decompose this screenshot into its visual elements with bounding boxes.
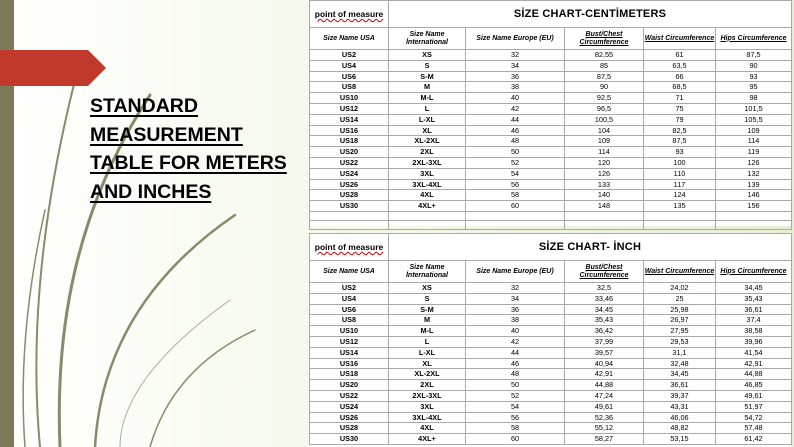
table-row (310, 190, 792, 201)
cell-bust: 114 (565, 147, 644, 158)
table-row (310, 358, 792, 369)
table-row (310, 412, 792, 423)
cell-hips: 35,43 (716, 293, 792, 304)
table-row (310, 283, 792, 294)
cell-hips: 109 (716, 125, 792, 136)
cell-hips: 44,88 (716, 369, 792, 380)
table-row (310, 60, 792, 71)
cell-waist: 34,45 (644, 369, 716, 380)
header-size-usa: Size Name USA (310, 261, 389, 283)
cell-hips: 36,61 (716, 304, 792, 315)
cell-size-usa: US10 (310, 326, 389, 337)
empty-cell (310, 220, 389, 229)
cell-size-international: M-L (389, 326, 466, 337)
cell-bust: 55,12 (565, 423, 644, 434)
curve-4 (23, 210, 45, 447)
cell-bust: 34,45 (565, 304, 644, 315)
cell-hips: 49,61 (716, 390, 792, 401)
cell-size-international: L (389, 336, 466, 347)
cell-hips: 139 (716, 179, 792, 190)
empty-cell (466, 220, 565, 229)
table-row (310, 347, 792, 358)
table-row (310, 50, 792, 61)
cell-waist: 135 (644, 201, 716, 212)
empty-row (310, 211, 792, 220)
header-bust: Bust/Chest Circumference (565, 28, 644, 50)
cell-size-usa: US14 (310, 114, 389, 125)
cell-bust: 87,5 (565, 71, 644, 82)
cell-size-usa: US20 (310, 147, 389, 158)
cell-size-international: 3XL (389, 168, 466, 179)
cell-bust: 82,55 (565, 50, 644, 61)
header-waist: Waist Circumference (644, 28, 716, 50)
cell-hips: 90 (716, 60, 792, 71)
cell-hips: 119 (716, 147, 792, 158)
cell-size-international: L-XL (389, 347, 466, 358)
table-row (310, 136, 792, 147)
table-row (310, 380, 792, 391)
cell-bust: 133 (565, 179, 644, 190)
cell-size-europe: 42 (466, 103, 565, 114)
cell-bust: 92,5 (565, 93, 644, 104)
table-row (310, 157, 792, 168)
cell-bust: 58,27 (565, 434, 644, 445)
cell-size-europe: 46 (466, 125, 565, 136)
point-of-measure-cell: point of measure (310, 1, 389, 28)
cell-bust: 36,42 (565, 326, 644, 337)
cell-hips: 39,96 (716, 336, 792, 347)
cell-hips: 93 (716, 71, 792, 82)
cell-size-international: L (389, 103, 466, 114)
cell-waist: 53,15 (644, 434, 716, 445)
cell-bust: 148 (565, 201, 644, 212)
size-chart-inch-table (309, 233, 792, 445)
table-row (310, 315, 792, 326)
cell-bust: 42,91 (565, 369, 644, 380)
table-row (310, 401, 792, 412)
cell-waist: 26,97 (644, 315, 716, 326)
table-row (310, 147, 792, 158)
curve-2 (36, 80, 75, 447)
empty-cell (466, 211, 565, 220)
table-row (310, 369, 792, 380)
cell-size-international: 4XL (389, 423, 466, 434)
table-row (310, 103, 792, 114)
cell-size-europe: 58 (466, 190, 565, 201)
cell-size-europe: 36 (466, 304, 565, 315)
cell-size-international: 3XL-4XL (389, 412, 466, 423)
cell-size-usa: US20 (310, 380, 389, 391)
cell-hips: 87,5 (716, 50, 792, 61)
cell-size-usa: US6 (310, 71, 389, 82)
size-chart-inch (309, 233, 791, 447)
cell-size-international: 4XL (389, 190, 466, 201)
cell-waist: 82,5 (644, 125, 716, 136)
cell-size-europe: 48 (466, 136, 565, 147)
cell-hips: 57,48 (716, 423, 792, 434)
header-hips: Hips Circumference (716, 261, 792, 283)
cell-waist: 79 (644, 114, 716, 125)
cell-size-usa: US2 (310, 283, 389, 294)
inch-table-title: SİZE CHART- İNCH (389, 234, 792, 261)
cell-hips: 34,45 (716, 283, 792, 294)
cell-size-europe: 58 (466, 423, 565, 434)
red-arrow-shape (0, 50, 106, 86)
cell-size-international: 4XL+ (389, 201, 466, 212)
cell-size-international: 4XL+ (389, 434, 466, 445)
curve-5 (150, 330, 255, 447)
cell-size-europe: 32 (466, 283, 565, 294)
inch-title-row (310, 234, 792, 261)
header-hips: Hips Circumference (716, 28, 792, 50)
cell-size-usa: US4 (310, 60, 389, 71)
cell-size-usa: US4 (310, 293, 389, 304)
cell-waist: 124 (644, 190, 716, 201)
cell-size-usa: US30 (310, 434, 389, 445)
cell-size-usa: US6 (310, 304, 389, 315)
cell-waist: 61 (644, 50, 716, 61)
cell-size-international: S-M (389, 71, 466, 82)
cell-size-international: L-XL (389, 114, 466, 125)
cell-hips: 37,4 (716, 315, 792, 326)
table-row (310, 423, 792, 434)
table-row (310, 304, 792, 315)
table-row (310, 434, 792, 445)
cell-hips: 126 (716, 157, 792, 168)
size-chart-cm (309, 0, 791, 226)
cell-waist: 63,5 (644, 60, 716, 71)
cell-hips: 41,54 (716, 347, 792, 358)
table-row (310, 326, 792, 337)
cell-size-international: XS (389, 50, 466, 61)
cell-size-usa: US12 (310, 336, 389, 347)
cell-size-europe: 46 (466, 358, 565, 369)
cell-bust: 33,46 (565, 293, 644, 304)
cell-size-usa: US28 (310, 423, 389, 434)
cell-size-europe: 56 (466, 412, 565, 423)
table-row (310, 71, 792, 82)
cell-size-europe: 60 (466, 434, 565, 445)
cell-waist: 24,02 (644, 283, 716, 294)
cell-hips: 51,97 (716, 401, 792, 412)
cell-bust: 40,94 (565, 358, 644, 369)
inch-header-row (310, 261, 792, 283)
empty-cell (565, 220, 644, 229)
cell-waist: 117 (644, 179, 716, 190)
cell-size-europe: 50 (466, 147, 565, 158)
cell-size-international: M (389, 315, 466, 326)
cell-size-international: S-M (389, 304, 466, 315)
cell-size-international: XL (389, 125, 466, 136)
cell-bust: 96,5 (565, 103, 644, 114)
cell-size-europe: 34 (466, 293, 565, 304)
cell-bust: 37,99 (565, 336, 644, 347)
empty-cell (389, 211, 466, 220)
cell-size-usa: US26 (310, 412, 389, 423)
empty-cell (644, 211, 716, 220)
cell-size-europe: 38 (466, 315, 565, 326)
cell-bust: 39,57 (565, 347, 644, 358)
cell-bust: 109 (565, 136, 644, 147)
cell-size-europe: 32 (466, 50, 565, 61)
table-row (310, 201, 792, 212)
cell-size-usa: US10 (310, 93, 389, 104)
point-of-measure-cell: point of measure (310, 234, 389, 261)
cell-waist: 32,48 (644, 358, 716, 369)
empty-cell (389, 220, 466, 229)
cell-size-usa: US18 (310, 369, 389, 380)
cell-waist: 25,98 (644, 304, 716, 315)
cm-title-row (310, 1, 792, 28)
cell-size-usa: US28 (310, 190, 389, 201)
cell-size-international: XS (389, 283, 466, 294)
cell-size-europe: 50 (466, 380, 565, 391)
header-size-international: Size Name İnternational (389, 261, 466, 283)
cm-table-title: SİZE CHART-CENTİMETERS (389, 1, 792, 28)
curve-3 (95, 215, 235, 447)
cell-hips: 46,85 (716, 380, 792, 391)
cell-waist: 100 (644, 157, 716, 168)
cell-bust: 32,5 (565, 283, 644, 294)
cm-header-row (310, 28, 792, 50)
cell-size-usa: US26 (310, 179, 389, 190)
header-bust: Bust/Chest Circumference (565, 261, 644, 283)
cell-size-usa: US8 (310, 315, 389, 326)
cell-waist: 31,1 (644, 347, 716, 358)
cell-size-europe: 38 (466, 82, 565, 93)
cell-size-usa: US14 (310, 347, 389, 358)
cell-size-europe: 60 (466, 201, 565, 212)
cell-hips: 132 (716, 168, 792, 179)
cell-size-usa: US18 (310, 136, 389, 147)
cell-size-international: 2XL-3XL (389, 157, 466, 168)
cell-bust: 126 (565, 168, 644, 179)
cell-size-usa: US30 (310, 201, 389, 212)
cell-waist: 48,82 (644, 423, 716, 434)
cell-waist: 25 (644, 293, 716, 304)
cell-bust: 140 (565, 190, 644, 201)
cell-size-usa: US12 (310, 103, 389, 114)
cell-hips: 61,42 (716, 434, 792, 445)
header-size-europe: Size Name Europe (EU) (466, 28, 565, 50)
cell-waist: 75 (644, 103, 716, 114)
cell-size-europe: 56 (466, 179, 565, 190)
cell-hips: 114 (716, 136, 792, 147)
cell-hips: 95 (716, 82, 792, 93)
cell-bust: 49,61 (565, 401, 644, 412)
cell-waist: 27,95 (644, 326, 716, 337)
header-waist: Waist Circumference (644, 261, 716, 283)
cell-size-europe: 48 (466, 369, 565, 380)
size-chart-cm-table (309, 0, 792, 230)
cell-size-international: S (389, 293, 466, 304)
cell-size-europe: 52 (466, 390, 565, 401)
cell-waist: 43,31 (644, 401, 716, 412)
table-row (310, 168, 792, 179)
empty-cell (644, 220, 716, 229)
cell-size-international: XL-2XL (389, 136, 466, 147)
empty-row (310, 220, 792, 229)
cell-size-usa: US24 (310, 401, 389, 412)
cell-hips: 42,91 (716, 358, 792, 369)
cell-size-europe: 40 (466, 326, 565, 337)
table-row (310, 125, 792, 136)
cell-bust: 90 (565, 82, 644, 93)
cell-waist: 68,5 (644, 82, 716, 93)
cell-waist: 110 (644, 168, 716, 179)
cell-size-international: XL-2XL (389, 369, 466, 380)
cell-waist: 71 (644, 93, 716, 104)
curve-6 (120, 300, 230, 447)
cell-waist: 66 (644, 71, 716, 82)
cell-bust: 52,36 (565, 412, 644, 423)
cell-hips: 38,58 (716, 326, 792, 337)
cell-size-usa: US24 (310, 168, 389, 179)
cell-size-europe: 54 (466, 401, 565, 412)
cell-size-international: M-L (389, 93, 466, 104)
cell-size-europe: 34 (466, 60, 565, 71)
cell-bust: 35,43 (565, 315, 644, 326)
cell-size-europe: 42 (466, 336, 565, 347)
cell-size-europe: 44 (466, 347, 565, 358)
cell-bust: 47,24 (565, 390, 644, 401)
cell-waist: 36,61 (644, 380, 716, 391)
cell-size-international: XL (389, 358, 466, 369)
table-row (310, 293, 792, 304)
cell-waist: 29,53 (644, 336, 716, 347)
table-row (310, 93, 792, 104)
cell-bust: 100,5 (565, 114, 644, 125)
cell-size-international: 2XL-3XL (389, 390, 466, 401)
empty-cell (716, 220, 792, 229)
table-row (310, 179, 792, 190)
cell-size-usa: US8 (310, 82, 389, 93)
table-row (310, 390, 792, 401)
header-size-international: Size Name İnternational (389, 28, 466, 50)
cell-hips: 156 (716, 201, 792, 212)
cell-hips: 101,5 (716, 103, 792, 114)
cell-size-usa: US16 (310, 125, 389, 136)
cell-size-international: 3XL (389, 401, 466, 412)
cell-hips: 54,72 (716, 412, 792, 423)
cell-size-international: 2XL (389, 380, 466, 391)
cell-hips: 105,5 (716, 114, 792, 125)
cell-size-europe: 44 (466, 114, 565, 125)
table-row (310, 336, 792, 347)
cell-bust: 85 (565, 60, 644, 71)
cell-size-usa: US16 (310, 358, 389, 369)
cell-size-europe: 36 (466, 71, 565, 82)
cell-size-usa: US22 (310, 390, 389, 401)
cell-hips: 146 (716, 190, 792, 201)
slide-title: STANDARD MEASUREMENT TABLE FOR METERS AND INCHES (90, 95, 287, 203)
header-size-europe: Size Name Europe (EU) (466, 261, 565, 283)
cell-waist: 46,06 (644, 412, 716, 423)
empty-cell (310, 211, 389, 220)
cell-waist: 39,37 (644, 390, 716, 401)
empty-cell (716, 211, 792, 220)
cell-bust: 44,88 (565, 380, 644, 391)
cell-size-international: 2XL (389, 147, 466, 158)
cell-bust: 120 (565, 157, 644, 168)
cell-size-international: M (389, 82, 466, 93)
cell-waist: 93 (644, 147, 716, 158)
cell-size-international: S (389, 60, 466, 71)
cell-waist: 87,5 (644, 136, 716, 147)
header-size-usa: Size Name USA (310, 28, 389, 50)
empty-cell (565, 211, 644, 220)
cell-size-usa: US22 (310, 157, 389, 168)
cell-size-usa: US2 (310, 50, 389, 61)
table-row (310, 82, 792, 93)
cell-size-europe: 52 (466, 157, 565, 168)
cell-size-europe: 54 (466, 168, 565, 179)
cell-hips: 98 (716, 93, 792, 104)
cell-size-international: 3XL-4XL (389, 179, 466, 190)
cell-size-europe: 40 (466, 93, 565, 104)
table-row (310, 114, 792, 125)
cell-bust: 104 (565, 125, 644, 136)
